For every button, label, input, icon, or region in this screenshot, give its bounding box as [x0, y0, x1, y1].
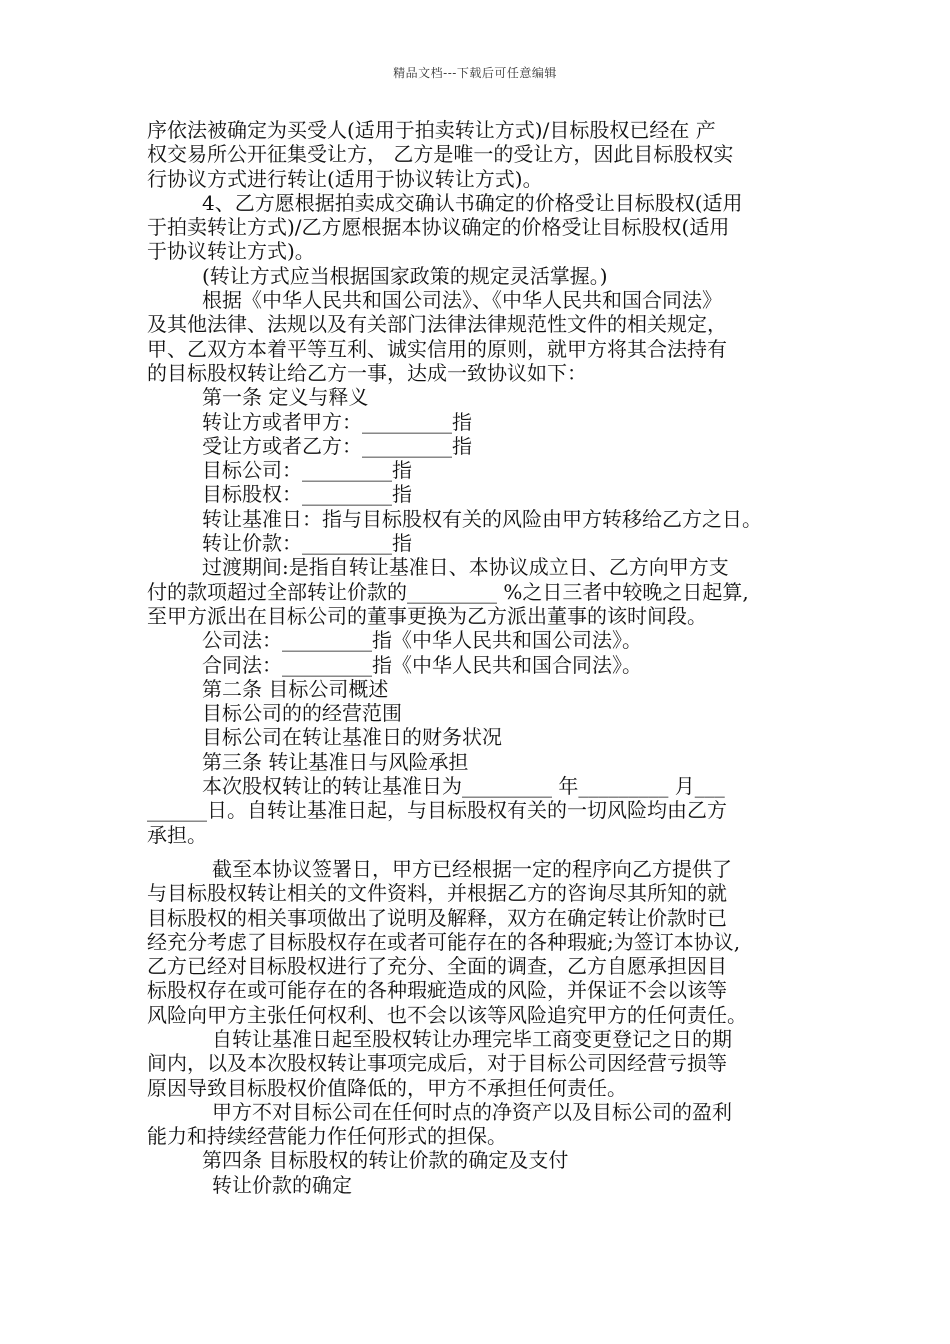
definition-line: 公司法：_________指《中华人民共和国公司法》。	[202, 628, 642, 653]
text-line: ______日。自转让基准日起，与目标股权有关的一切风险均由乙方	[147, 798, 727, 823]
section-heading: 第二条 目标公司概述	[202, 676, 389, 701]
section-heading: 第三条 转让基准日与风险承担	[202, 749, 469, 774]
text-line: 自转让基准日起至股权转让办理完毕工商变更登记之日的期	[212, 1026, 732, 1051]
text-line: (转让方式应当根据国家政策的规定灵活掌握。)	[202, 263, 608, 288]
text-line: 本次股权转让的转让基准日为_________ 年_________ 月___	[202, 774, 725, 799]
section-heading: 第四条 目标股权的转让价款的确定及支付	[202, 1148, 569, 1173]
definition-line: 目标股权：_________指	[202, 482, 412, 507]
text-line: 能力和持续经营能力作任何形式的担保。	[147, 1124, 507, 1149]
text-line: 乙方已经对目标股权进行了充分、全面的调查，乙方自愿承担因目	[147, 954, 727, 979]
text-line: 经充分考虑了目标股权存在或者可能存在的各种瑕疵;为签订本协议,	[147, 929, 741, 954]
text-line: 甲方不对目标公司在任何时点的净资产以及目标公司的盈利	[212, 1099, 732, 1124]
document-body	[147, 118, 815, 1197]
paragraph-gap	[147, 847, 815, 857]
text-line: 间内，以及本次股权转让事项完成后，对于目标公司因经营亏损等	[147, 1051, 727, 1076]
text-line: 权交易所公开征集受让方， 乙方是唯一的受让方，因此目标股权实	[147, 142, 734, 167]
text-line: 目标股权的相关事项做出了说明及解释，双方在确定转让价款时已	[147, 905, 727, 930]
text-line: 过渡期间:是指自转让基准日、本协议成立日、乙方向甲方支	[202, 555, 729, 580]
text-line: 于拍卖转让方式)/乙方愿根据本协议确定的价格受让目标股权(适用	[147, 215, 730, 240]
page-header: 精品文档---下载后可任意编辑	[393, 66, 557, 80]
text-line: 标股权存在或可能存在的各种瑕疵造成的风险，并保证不会以该等	[147, 978, 727, 1003]
definition-line: 转让方或者甲方：_________指	[202, 409, 472, 434]
text-line: 风险向甲方主张任何权利、也不会以该等风险追究甲方的任何责任。	[147, 1002, 747, 1027]
text-line: 承担。	[147, 822, 207, 847]
section-heading: 第一条 定义与释义	[202, 385, 369, 410]
text-line: 行协议方式进行转让(适用于协议转让方式)。	[147, 166, 543, 191]
text-line: 4、乙方愿根据拍卖成交确认书确定的价格受让目标股权(适用	[202, 190, 743, 215]
text-line: 目标公司在转让基准日的财务状况	[202, 725, 502, 750]
text-line: 及其他法律、法规以及有关部门法律法律规范性文件的相关规定，	[147, 312, 727, 337]
text-line: 于协议转让方式)。	[147, 239, 315, 264]
text-line: 付的款项超过全部转让价款的_________ %之日三者中较晚之日起算,	[147, 579, 749, 604]
text-line: 根据《中华人民共和国公司法》、《中华人民共和国合同法》	[202, 288, 722, 313]
definition-line: 合同法：_________指《中华人民共和国合同法》。	[202, 652, 642, 677]
text-line: 转让价款的确定	[212, 1172, 352, 1197]
text-line: 与目标股权转让相关的文件资料，并根据乙方的咨询尽其所知的就	[147, 881, 727, 906]
definition-line: 受让方或者乙方：_________指	[202, 433, 472, 458]
text-line: 目标公司的的经营范围	[202, 701, 402, 726]
text-line: 截至本协议签署日，甲方已经根据一定的程序向乙方提供了	[212, 856, 732, 881]
text-line: 原因导致目标股权价值降低的，甲方不承担任何责任。	[147, 1075, 627, 1100]
text-line: 至甲方派出在目标公司的董事更换为乙方派出董事的该时间段。	[147, 603, 707, 628]
definition-line: 转让基准日：指与目标股权有关的风险由甲方转移给乙方之日。	[202, 506, 762, 531]
text-line: 的目标股权转让给乙方一事，达成一致协议如下：	[147, 360, 587, 385]
definition-line: 目标公司：_________指	[202, 458, 412, 483]
text-line: 序依法被确定为买受人(适用于拍卖转让方式)/目标股权已经在 产	[147, 118, 716, 142]
text-line: 甲、乙双方本着平等互利、诚实信用的原则，就甲方将其合法持有	[147, 336, 727, 361]
definition-line: 转让价款：_________指	[202, 531, 412, 556]
